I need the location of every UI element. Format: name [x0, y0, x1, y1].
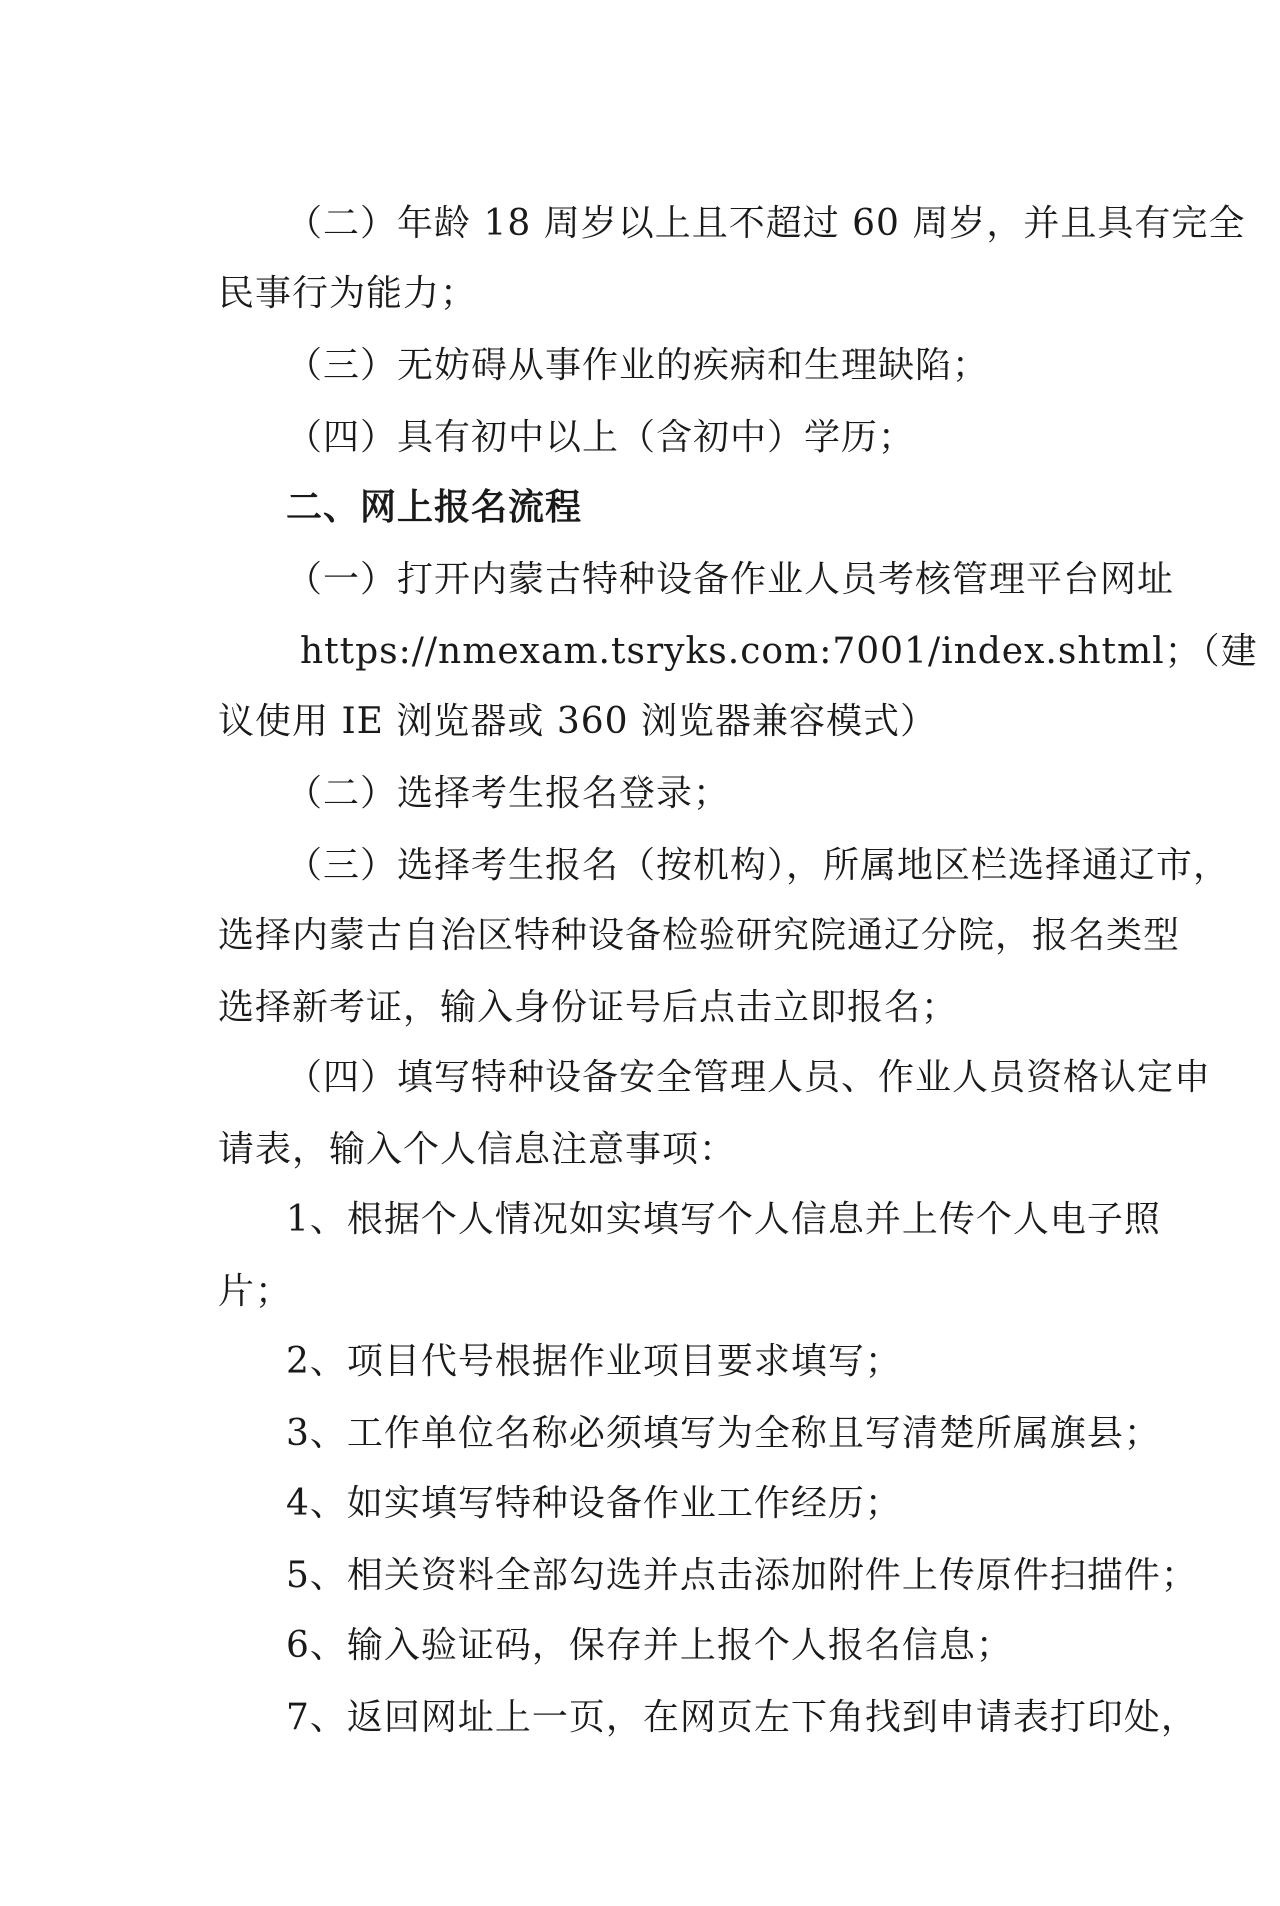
text-line: 请表，输入个人信息注意事项：: [218, 1129, 737, 1170]
text-line: （二）年龄 18 周岁以上且不超过 60 周岁，并且具有完全: [286, 203, 1246, 244]
text-line: （四）填写特种设备安全管理人员、作业人员资格认定申: [286, 1057, 1212, 1098]
text-line: （一）打开内蒙古特种设备作业人员考核管理平台网址: [286, 559, 1175, 600]
text-line: 选择新考证，输入身份证号后点击立即报名；: [218, 987, 959, 1028]
section-heading: 二、网上报名流程: [286, 487, 583, 528]
url-line: https://nmexam.tsryks.com:7001/index.shtml；（建: [300, 631, 1258, 672]
text-line: 选择内蒙古自治区特种设备检验研究院通辽分院，报名类型: [218, 915, 1181, 956]
text-line: 议使用 IE 浏览器或 360 浏览器兼容模式）: [218, 701, 937, 742]
text-line: （三）无妨碍从事作业的疾病和生理缺陷；: [286, 345, 990, 386]
list-item: 1、根据个人情况如实填写个人信息并上传个人电子照: [286, 1199, 1161, 1240]
text-line: （三）选择考生报名（按机构），所属地区栏选择通辽市，: [286, 845, 1231, 886]
text-line: （二）选择考生报名登录；: [286, 773, 731, 814]
text-line: （四）具有初中以上（含初中）学历；: [286, 417, 916, 458]
list-item: 6、输入验证码，保存并上报个人报名信息；: [286, 1625, 1013, 1666]
list-item: 2、项目代号根据作业项目要求填写；: [286, 1341, 902, 1382]
text-line: 片；: [218, 1271, 293, 1312]
list-item: 5、相关资料全部勾选并点击添加附件上传原件扫描件；: [286, 1555, 1198, 1596]
list-item: 7、返回网址上一页，在网页左下角找到申请表打印处，: [286, 1697, 1198, 1738]
text-line: 民事行为能力；: [218, 273, 478, 314]
list-item: 3、工作单位名称必须填写为全称且写清楚所属旗县；: [286, 1413, 1161, 1454]
list-item: 4、如实填写特种设备作业工作经历；: [286, 1483, 902, 1524]
